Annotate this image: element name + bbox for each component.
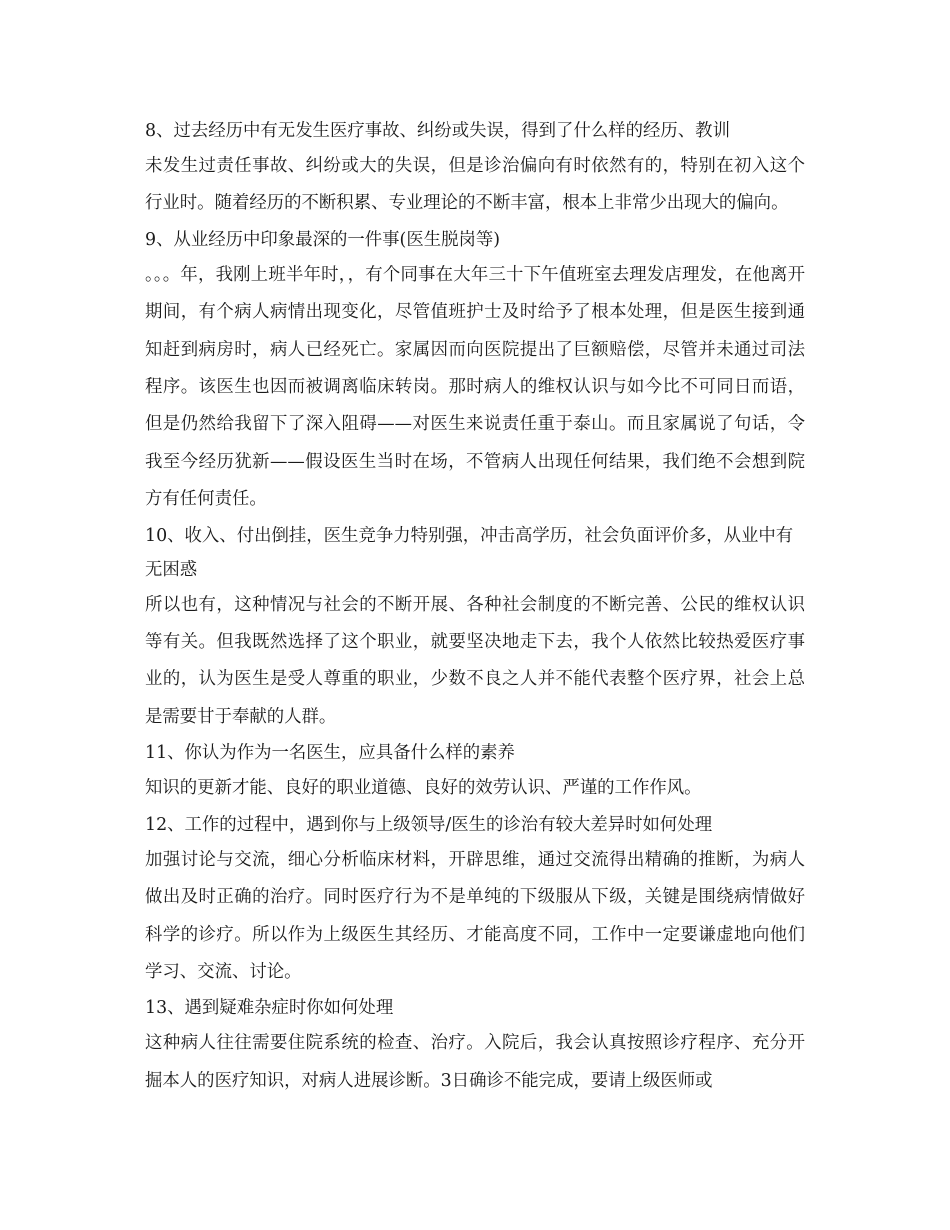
question-9: 9、从业经历中印象最深的一件事(医生脱岗等) [145,229,501,250]
question-11: 11、你认为作为一名医生，应具备什么样的素养 [145,743,515,764]
question-13: 13、遇到疑难杂症时你如何处理 [145,998,394,1019]
document-body [145,114,805,1100]
answer-9: 。。。年，我刚上班半年时，，有个同事在大年三十下午值班室去理发店理发，在他离开期间，有个病人病情出现变化，尽管值班护士及时给予了根本处理，但是医生接到通知赶到病房时，病人已经死亡。家属因而向医院提出了巨额赔偿，尽管并未通过司法程序。该医生也因而被调离临床转岗。那时病人的维权认识与如今比不可同日而语，但是仍然给我留下了深入阻碍——对医生来说责任重于泰山。而且家属说了句话，令我至今经历犹新——假设医生当时在场，不管病人出现任何结果，我们绝不会想到院方有任何责任。 [145,264,805,510]
question-8: 8、过去经历中有无发生医疗事故、纠纷或失误，得到了什么样的经历、教训 [145,121,730,141]
answer-12: 加强讨论与交流，细心分析临床材料，开辟思维，通过交流得出精确的推断，为病人做出及时正确的治疗。同时医疗行为不是单纯的下级服从下级，关键是围绕病情做好科学的诊疗。所以作为上级医生其经历、才能高度不同，工作中一定要谦虚地向他们学习、交流、讨论。 [145,849,805,982]
answer-8: 未发生过责任事故、纠纷或大的失误，但是诊治偏向有时依然有的，特别在初入这个行业时。随着经历的不断积累、专业理论的不断丰富，根本上非常少出现大的偏向。 [145,156,805,214]
answer-10: 所以也有，这种情况与社会的不断开展、各种社会制度的不断完善、公民的维权认识等有关。但我既然选择了这个职业，就要坚决地走下去，我个人依然比较热爱医疗事业的，认为医生是受人尊重的职业，少数不良之人并不能代表整个医疗界，社会上总是需要甘于奉献的人群。 [145,594,805,727]
question-10: 10、收入、付出倒挂，医生竞争力特别强，冲击高学历，社会负面评价多，从业中有无困惑 [145,525,794,580]
answer-13: 这种病人往往需要住院系统的检查、治疗。入院后，我会认真按照诊疗程序、充分开掘本人的医疗知识，对病人进展诊断。3日确诊不能完成，要请上级医师或 [145,1033,805,1091]
question-12: 12、工作的过程中，遇到你与上级领导/医生的诊治有较大差异时如何处理 [145,814,713,835]
answer-11: 知识的更新才能、良好的职业道德、良好的效劳认识、严谨的工作作风。 [145,778,702,799]
